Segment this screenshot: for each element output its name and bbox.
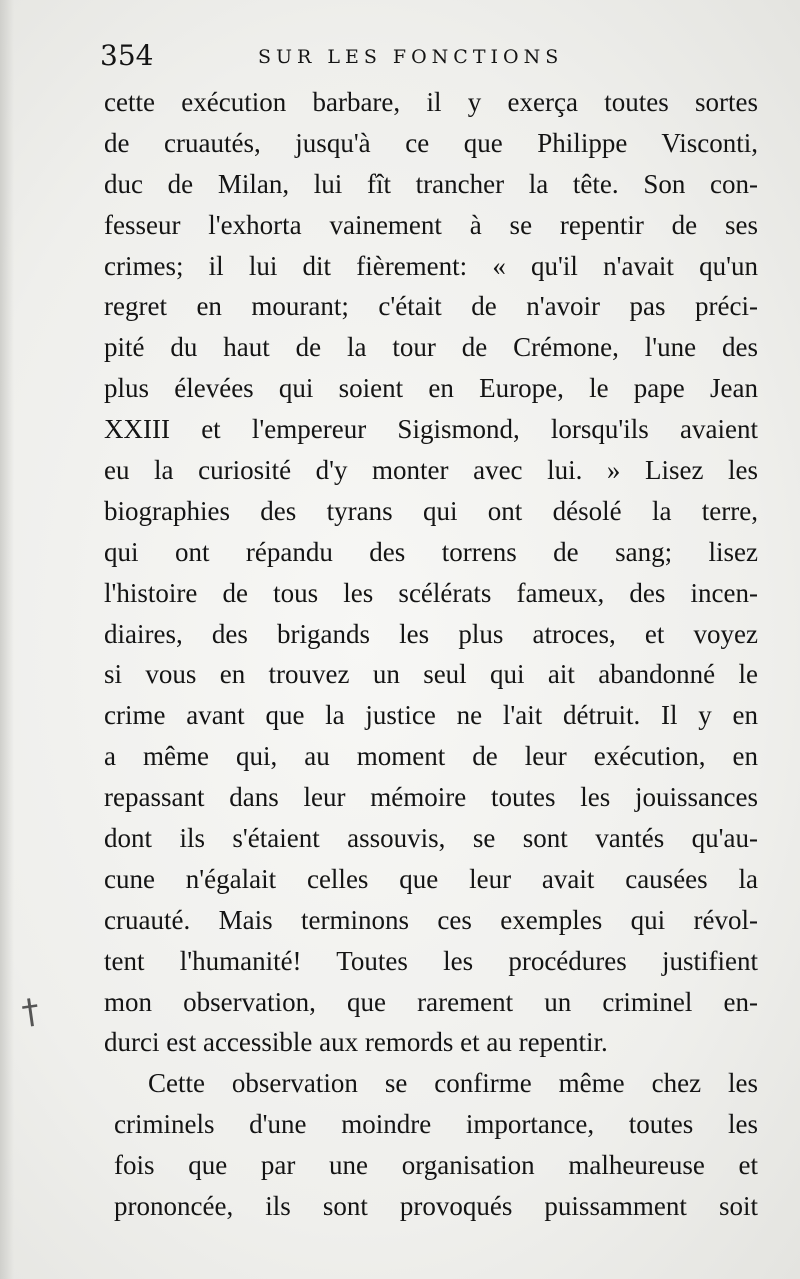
text-line: cune n'égalait celles que leur avait causées la	[104, 863, 758, 894]
text-line-paragraph-start: Cette observation se confirme même chez les	[148, 1068, 758, 1099]
text-line: plus élevées qui soient en Europe, le pape Jean	[104, 373, 758, 404]
body-text	[104, 82, 758, 1227]
text-line: de cruautés, jusqu'à ce que Philippe Visconti,	[104, 127, 758, 158]
page-header	[100, 38, 760, 78]
text-line: duc de Milan, lui fît trancher la tête. Son con-	[104, 168, 758, 199]
text-line: repassant dans leur mémoire toutes les jouissances	[104, 782, 758, 813]
running-title: SUR LES FONCTIONS	[258, 46, 564, 68]
text-line: XXIII et l'empereur Sigismond, lorsqu'ils avaient	[104, 414, 758, 445]
page-number: 354	[100, 39, 154, 72]
text-line: mon observation, que rarement un criminel en-	[104, 986, 758, 1017]
text-line: durci est accessible aux remords et au repentir.	[104, 1027, 608, 1058]
text-line: crimes; il lui dit fièrement: « qu'il n'avait qu'un	[104, 250, 758, 281]
text-line: diaires, des brigands les plus atroces, et voyez	[104, 618, 758, 649]
text-line: cruauté. Mais terminons ces exemples qui révol-	[104, 904, 758, 935]
text-line: fois que par une organisation malheureuse et	[114, 1150, 758, 1181]
text-line: qui ont répandu des torrens de sang; lisez	[104, 536, 758, 567]
page-edge-shadow	[0, 0, 14, 1279]
text-line: regret en mourant; c'était de n'avoir pas préci-	[104, 291, 758, 322]
text-line: prononcée, ils sont provoqués puissamment soit	[114, 1191, 758, 1222]
text-line: cette exécution barbare, il y exerça toutes sortes	[104, 87, 758, 117]
text-line: dont ils s'étaient assouvis, se sont vantés qu'au-	[104, 823, 758, 854]
text-line: l'histoire de tous les scélérats fameux, des incen-	[104, 577, 758, 608]
margin-annotation-mark: †	[19, 991, 42, 1033]
text-line: eu la curiosité d'y monter avec lui. » Lisez les	[104, 455, 758, 486]
text-line: fesseur l'exhorta vainement à se repentir de ses	[104, 209, 758, 240]
text-line: tent l'humanité! Toutes les procédures justifient	[104, 945, 758, 976]
text-line: pité du haut de la tour de Crémone, l'une des	[104, 332, 758, 363]
text-line: crime avant que la justice ne l'ait détruit. Il y en	[104, 700, 758, 731]
text-line: criminels d'une moindre importance, toutes les	[114, 1109, 758, 1140]
text-line: biographies des tyrans qui ont désolé la terre,	[104, 495, 758, 526]
text-line: si vous en trouvez un seul qui ait abandonné le	[104, 659, 758, 690]
text-line: a même qui, au moment de leur exécution, en	[104, 741, 758, 772]
